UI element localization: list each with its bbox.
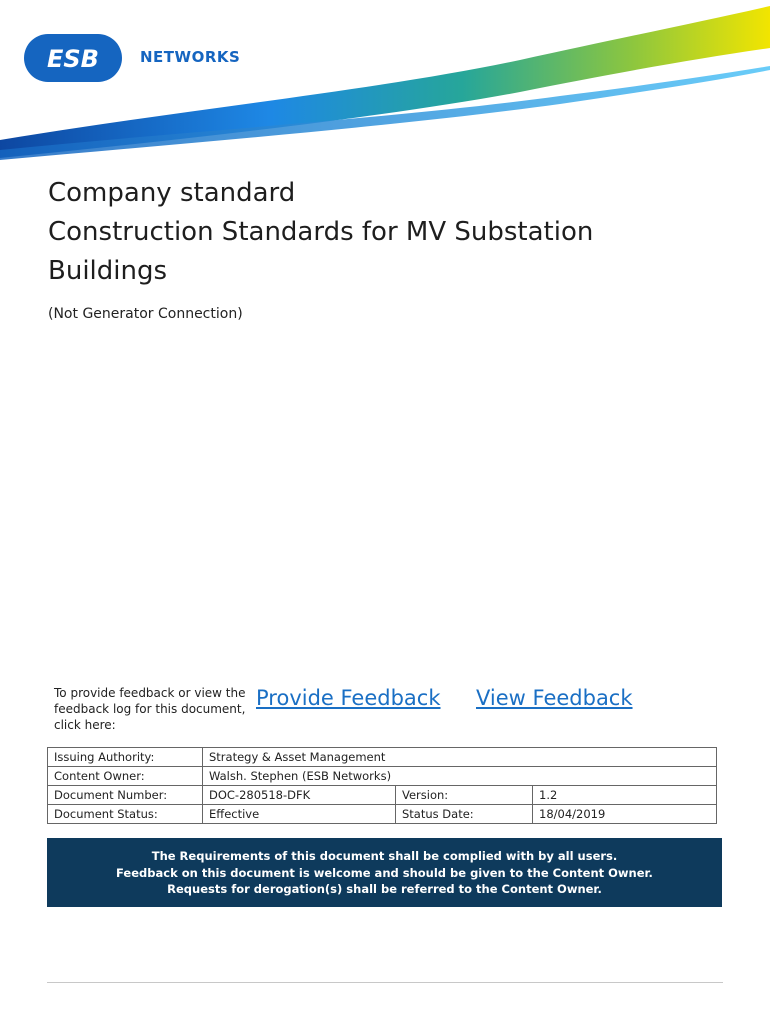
notice-line-1: The Requirements of this document shall be complied with by all users. [151,849,618,863]
status-date-value: 18/04/2019 [533,805,717,824]
notice-line-2: Feedback on this document is welcome and should be given to the Content Owner. [116,865,653,880]
esb-logo-icon [24,34,122,82]
content-owner-label: Content Owner: [48,767,203,786]
document-status-value: Effective [203,805,396,824]
header-swoosh [0,0,770,170]
status-date-label: Status Date: [396,805,533,824]
title-line-3: Buildings [48,256,168,286]
document-status-label: Document Status: [48,805,203,824]
footer-divider [47,982,723,983]
document-meta-table [47,747,717,824]
notice-line-3: Requests for derogation(s) shall be referred to the Content Owner. [167,882,602,896]
brand-text: NETWORKS [140,48,241,66]
table-row [48,767,717,786]
table-row [48,748,717,767]
content-owner-value: Walsh. Stephen (ESB Networks) [203,767,717,786]
logo-text: ESB [47,45,99,73]
title-line-1: Company standard [48,178,296,208]
version-label: Version: [396,786,533,805]
view-feedback-link[interactable]: View Feedback [476,686,633,710]
title-line-2: Construction Standards for MV Substation [48,217,594,247]
table-row [48,786,717,805]
feedback-note: To provide feedback or view the feedback log for this document, click here: [54,686,246,732]
version-value: 1.2 [533,786,717,805]
title-block [48,174,728,291]
document-number-value: DOC-280518-DFK [203,786,396,805]
document-number-label: Document Number: [48,786,203,805]
requirements-notice [47,838,722,907]
issuing-authority-value: Strategy & Asset Management [203,748,717,767]
table-row [48,805,717,824]
provide-feedback-link[interactable]: Provide Feedback [256,686,441,710]
subtitle: (Not Generator Connection) [48,306,243,322]
issuing-authority-label: Issuing Authority: [48,748,203,767]
